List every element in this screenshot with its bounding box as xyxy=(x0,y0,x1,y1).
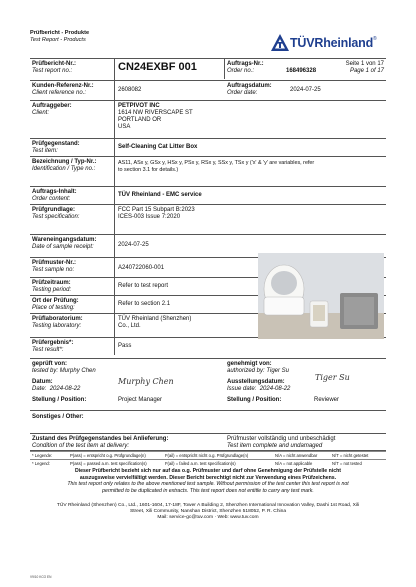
client-ref-value: 2608082 xyxy=(118,87,142,93)
identification-row xyxy=(30,156,386,177)
doc-title-de: Prüfbericht - Produkte xyxy=(30,30,90,36)
testing-period-value: Refer to test report xyxy=(118,283,169,289)
test-spec-row xyxy=(30,204,386,225)
approved-by-label: genehmigt von: xyxy=(227,361,272,367)
date-value: 2024-08-22 xyxy=(49,386,81,392)
form-code: V9/10 KCO EN xyxy=(30,575,52,579)
litter-box-image xyxy=(258,253,384,339)
order-date-label: Auftragsdatum: xyxy=(227,83,272,89)
tested-by-line: tested by: Murphy Chen xyxy=(32,368,96,374)
test-item-label-en: Test item: xyxy=(32,148,58,154)
page-indicator-en: Page 1 of 17 xyxy=(349,68,384,74)
report-no-value: CN24EXBF 001 xyxy=(118,61,197,73)
order-content-row xyxy=(30,186,386,203)
signature-block xyxy=(30,358,386,409)
result-value: Pass xyxy=(118,343,132,349)
place-label-en: Place of testing: xyxy=(32,305,75,311)
disclaimer-line2: auszugsweise vervielfältigt werden. Dieser Bericht berechtigt nicht zur Verwendung eines Prüfzeichens. xyxy=(79,474,337,481)
client-country: USA xyxy=(118,124,131,130)
test-item-row xyxy=(30,138,386,155)
address-line3: Mail: service-gc@tuv.com · Web: www.tuv.com xyxy=(157,515,259,521)
identification-label-en: Identification / Type no.: xyxy=(32,166,96,172)
approved-by-line: authorized by: Tiger Su xyxy=(227,368,289,374)
position-label-right: Stellung / Position: xyxy=(227,397,282,403)
result-row xyxy=(30,337,386,356)
legend-row-en: * Legend: P(ass) = passed a.m. test specification(s) F(ail) = failed a.m. test specification(s) N/A = not applicable N/T = not tested xyxy=(30,459,386,467)
condition-value-en: Test item complete and undamaged xyxy=(227,443,323,449)
test-spec-line1: FCC Part 15 Subpart B:2023 xyxy=(118,207,195,213)
legend-row-de: * Legende: P(ass) = entspricht o.g. Prüfgrundlage(n) F(ail) = entspricht nicht o.g. Prüfgrundlage(n) N/A = nicht anwendbar N/T = nicht getestet xyxy=(30,451,386,459)
condition-label-en: Condition of the test item at delivery: xyxy=(32,443,130,449)
receipt-date-value: 2024-07-25 xyxy=(118,242,149,248)
testing-period-label-en: Testing period: xyxy=(32,287,72,293)
result-label: Prüfergebnis*: xyxy=(32,340,74,346)
logo-wordmark: TÜVRheinland® xyxy=(290,36,377,50)
testing-period-label: Prüfzeitraum: xyxy=(32,280,71,286)
test-spec-line2: ICES-003 Issue 7:2020 xyxy=(118,214,181,220)
result-label-en: Test result*: xyxy=(32,347,64,353)
issue-date-line: Issue date: 2024-08-22 xyxy=(227,386,291,392)
order-date-value: 2024-07-25 xyxy=(290,87,321,93)
report-no-row xyxy=(30,58,386,79)
place-label: Ort der Prüfung: xyxy=(32,298,79,304)
receipt-date-label: Wareneingangsdatum: xyxy=(32,237,97,243)
place-value: Refer to section 2.1 xyxy=(118,301,171,307)
position-label-left: Stellung / Position: xyxy=(32,397,87,403)
doc-title-en: Test Report - Products xyxy=(30,37,86,43)
condition-value-de: Prüfmuster vollständig und unbeschädigt xyxy=(227,436,336,442)
product-photo xyxy=(258,253,384,339)
other-label: Sonstiges / Other: xyxy=(32,414,84,420)
identification-label: Bezeichnung / Typ-Nr.: xyxy=(32,159,97,165)
client-city: PORTLAND OR xyxy=(118,117,162,123)
order-date-label-en: Order date: xyxy=(227,90,258,96)
client-ref-label-en: Client reference no.: xyxy=(32,90,87,96)
client-street: 1614 NW RIVERSCAPE ST xyxy=(118,110,193,116)
order-no-value: 168496328 xyxy=(286,68,317,74)
lab-line2: Co., Ltd. xyxy=(118,323,141,329)
position-left: Project Manager xyxy=(118,397,163,403)
receipt-date-label-en: Date of sample receipt: xyxy=(32,244,94,250)
condition-row xyxy=(30,433,386,451)
sample-no-label-en: Test sample no: xyxy=(32,267,75,273)
lab-label: Prüflaboratorium: xyxy=(32,316,83,322)
disclaimer-line4: permitted to be duplicated in extracts. This test report does not entitle to carry any test mark. xyxy=(102,487,314,494)
tested-by-label: geprüft von: xyxy=(32,361,67,367)
identification-line2: to section 3.1 for details.) xyxy=(118,167,179,173)
issue-date-value: 2024-08-22 xyxy=(259,386,291,392)
address-line2: Street, Xili Community, Nanshan District, Shenzhen 518052, P. R. China xyxy=(129,509,287,515)
order-no-label-en: Order no.: xyxy=(227,68,255,74)
condition-label: Zustand des Prüfgegenstandes bei Anlieferung: xyxy=(32,436,169,442)
position-right: Reviewer xyxy=(314,397,340,403)
client-row xyxy=(30,100,386,137)
legend xyxy=(30,451,386,467)
report-no-label-en: Test report no.: xyxy=(32,68,73,74)
test-item-value: Self-Cleaning Cat Litter Box xyxy=(118,144,198,150)
report-no-label: Prüfbericht-Nr.: xyxy=(32,61,77,67)
client-ref-label: Kunden-Referenz-Nr.: xyxy=(32,83,94,89)
order-content-label: Auftrags-Inhalt: xyxy=(32,189,77,195)
signature-left: Murphy Chen xyxy=(118,377,174,386)
disclaimer-line1: Dieser Prüfbericht bezieht sich nur auf das o.g. Prüfmuster und darf ohne Genehmigung der Prüfstelle nicht xyxy=(74,468,342,474)
client-label: Auftraggeber: xyxy=(32,103,72,109)
test-spec-label: Prüfgrundlage: xyxy=(32,207,75,213)
order-content-label-en: Order content: xyxy=(32,196,71,202)
lab-label-en: Testing laboratory: xyxy=(32,323,82,329)
issue-date-label: Ausstellungsdatum: xyxy=(227,379,285,385)
sample-no-value: A240722060-001 xyxy=(118,265,165,271)
disclaimer-line3: This test report only relates to the above mentioned test sample. Without permission of the test center this test report is not xyxy=(67,481,349,487)
tuv-triangle-icon xyxy=(270,33,290,53)
tuv-logo xyxy=(270,32,377,54)
client-ref-row xyxy=(30,80,386,99)
sample-no-label: Prüfmuster-Nr.: xyxy=(32,260,77,266)
client-label-en: Client: xyxy=(32,110,50,116)
order-content-value: TÜV Rheinland - EMC service xyxy=(118,192,202,198)
page-indicator-de: Seite 1 von 17 xyxy=(345,61,384,67)
test-spec-label-en: Test specification: xyxy=(32,214,80,220)
address-line1: TÜV Rheinland (Shenzhen) Co., Ltd., 1601-1604, 17-18F, Tower A Building 2, Shenzhen International Innovation Valley, Dashi 1st Road, Xili xyxy=(56,503,360,508)
identification-line1: AS11, ASx y, GSx y, HSx y, PSx y, RSx y, SSx y, TSx y ('x' & 'y' are variables, refer xyxy=(118,160,315,166)
company-address xyxy=(30,503,386,522)
date-line: Date: 2024-08-22 xyxy=(32,386,81,392)
other-row xyxy=(30,410,386,427)
approved-by-name: Tiger Su xyxy=(266,368,289,374)
disclaimer xyxy=(30,468,386,494)
signature-right: Tiger Su xyxy=(315,373,350,382)
order-no-label: Auftrags-Nr.: xyxy=(227,61,264,67)
client-name: PETPIVOT INC xyxy=(118,103,160,109)
lab-line1: TÜV Rheinland (Shenzhen) xyxy=(118,316,192,322)
test-item-label: Prüfgegenstand: xyxy=(32,141,80,147)
date-label: Datum: xyxy=(32,379,53,385)
tested-by-name: Murphy Chen xyxy=(59,368,96,374)
